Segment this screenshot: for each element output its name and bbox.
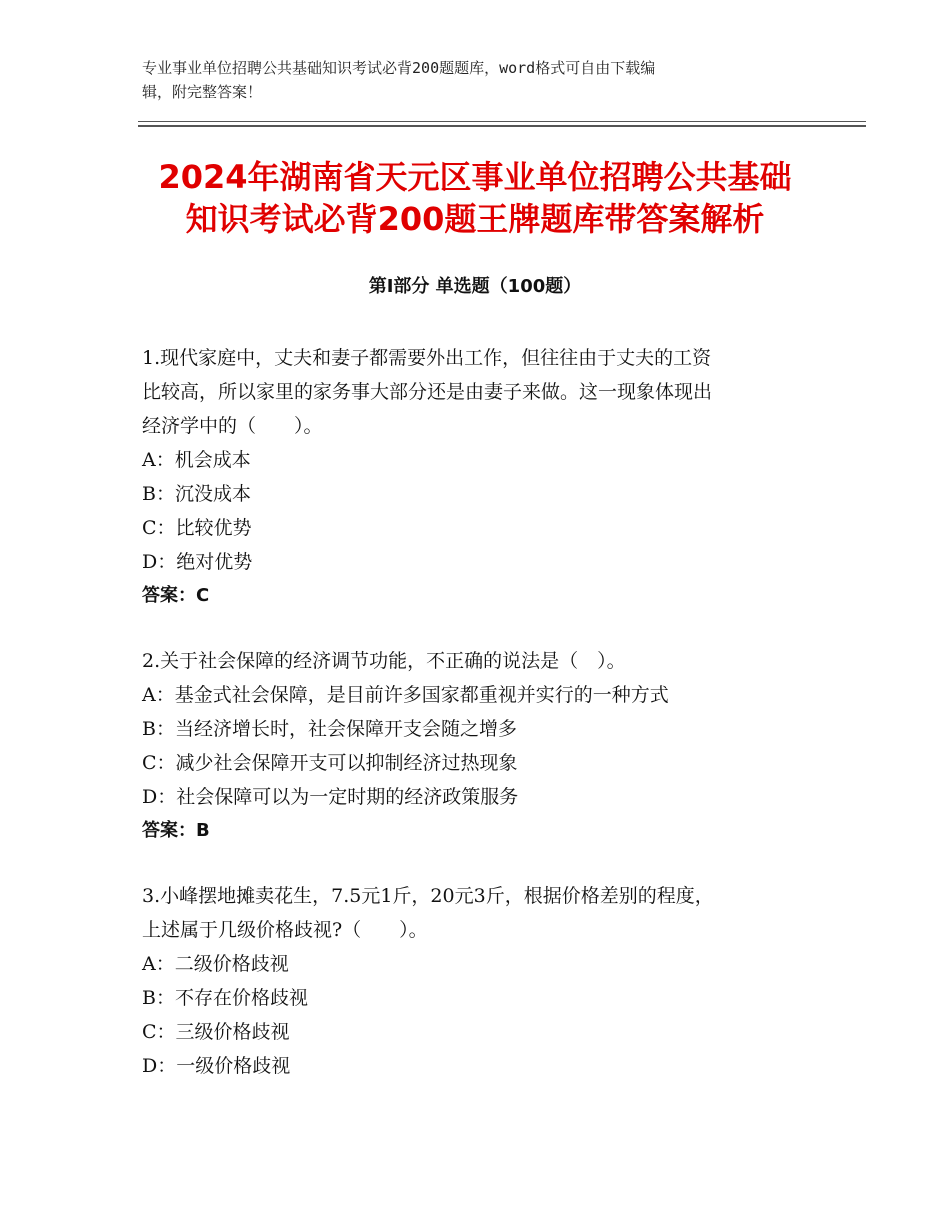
option-c: C：三级价格歧视 (142, 1021, 290, 1043)
option-d: D：一级价格歧视 (142, 1055, 291, 1077)
question-stem-line: 3.小峰摆地摊卖花生，7.5元1斤，20元3斤，根据价格差别的程度， (142, 885, 714, 907)
option-a: A：二级价格歧视 (142, 953, 289, 975)
option-b: B：沉没成本 (142, 483, 251, 505)
question-block (142, 644, 822, 848)
answer-line: 答案：C (142, 585, 210, 606)
option-c: C：比较优势 (142, 517, 252, 539)
option-c: C：减少社会保障开支可以抑制经济过热现象 (142, 752, 518, 774)
document-title (100, 156, 850, 240)
question-stem-line: 2.关于社会保障的经济调节功能，不正确的说法是（ ）。 (142, 650, 626, 672)
document-title-line: 知识考试必背200题王牌题库带答案解析 (185, 200, 765, 238)
question-block (142, 879, 822, 1083)
document-title-line: 2024年湖南省天元区事业单位招聘公共基础 (158, 158, 792, 196)
question-stem-line: 上述属于几级价格歧视?（ ）。 (142, 919, 428, 941)
header-note-line: 辑，附完整答案！ (142, 83, 263, 101)
question-stem-line: 1.现代家庭中，丈夫和妻子都需要外出工作，但往往由于丈夫的工资 (142, 347, 712, 369)
option-b: B：不存在价格歧视 (142, 987, 308, 1009)
question-stem-line: 经济学中的（ ）。 (142, 415, 323, 437)
question-stem-line: 比较高，所以家里的家务事大部分还是由妻子来做。这一现象体现出 (142, 381, 713, 403)
header-divider-thin (138, 121, 866, 122)
section-title: 第Ⅰ部分 单选题（100题） (368, 276, 582, 297)
option-a: A：机会成本 (142, 449, 251, 471)
header-note-line: 专业事业单位招聘公共基础知识考试必背200题题库，word格式可自由下载编 (142, 59, 656, 77)
option-d: D：绝对优势 (142, 551, 253, 573)
header-divider-thick (138, 125, 866, 127)
option-a: A：基金式社会保障，是目前许多国家都重视并实行的一种方式 (142, 684, 669, 706)
answer-line: 答案：B (142, 820, 210, 841)
option-d: D：社会保障可以为一定时期的经济政策服务 (142, 786, 519, 808)
option-b: B：当经济增长时，社会保障开支会随之增多 (142, 718, 517, 740)
header-note (142, 56, 802, 104)
question-block (142, 341, 822, 613)
question-list (142, 341, 822, 1114)
